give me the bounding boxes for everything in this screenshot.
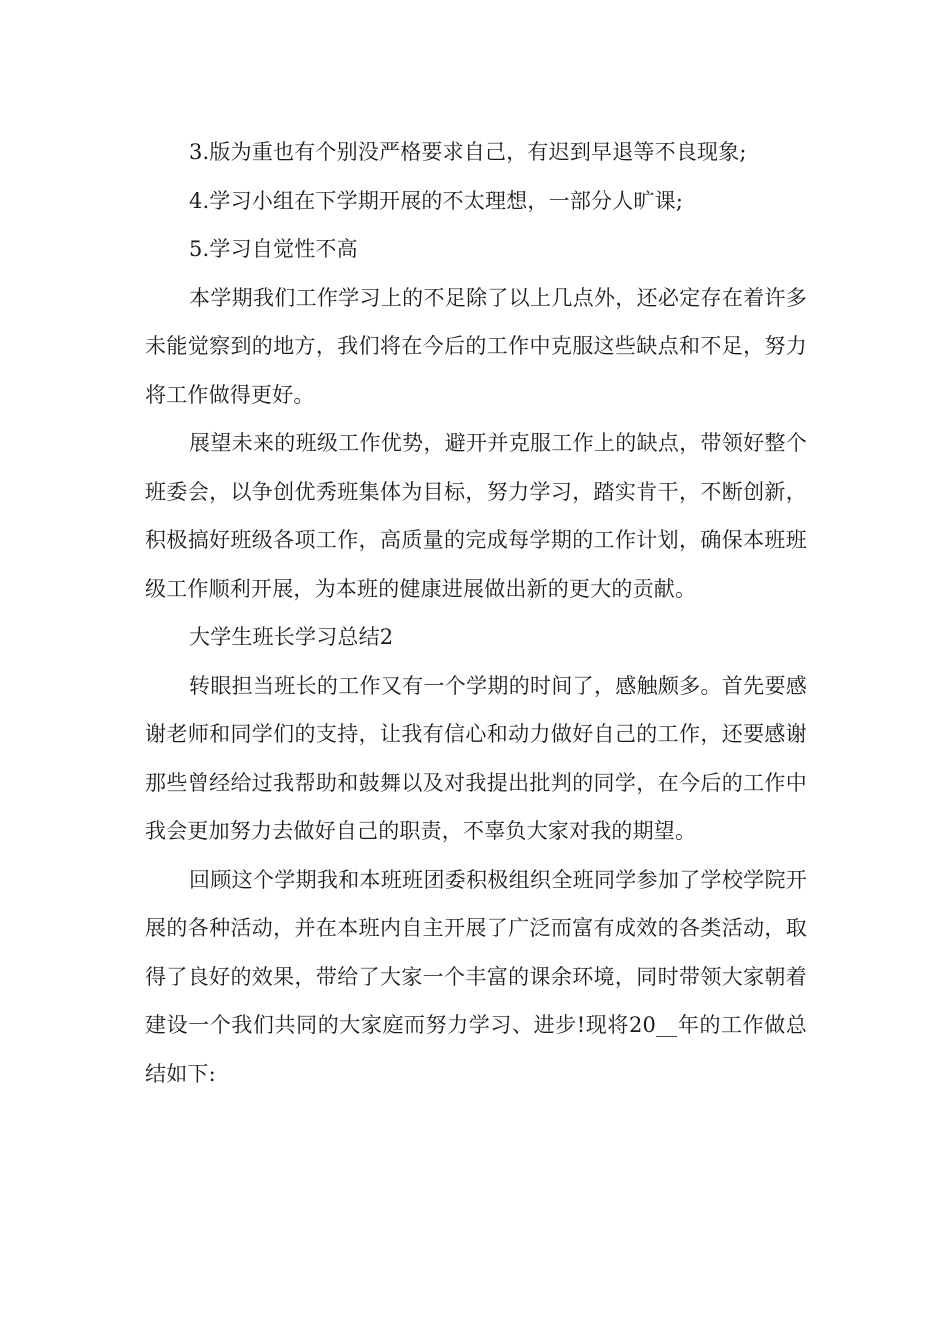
section-heading: 大学生班长学习总结2 bbox=[189, 625, 394, 649]
document-body bbox=[145, 128, 807, 1098]
paragraph-outlook: 展望未来的班级工作优势，避开并克服工作上的缺点，带领好整个班委会，以争创优秀班集体为目标，努力学习，踏实肯干，不断创新，积极搞好班级各项工作，高质量的完成每学期的工作计划，确保本班班级工作顺利开展，为本班的健康进展做出新的更大的贡献。 bbox=[145, 431, 807, 601]
paragraph-review: 回顾这个学期我和本班班团委积极组织全班同学参加了学校学院开展的各种活动，并在本班内自主开展了广泛而富有成效的各类活动，取得了良好的效果，带给了大家一个丰富的课余环境，同时带领大家朝着建设一个我们共同的大家庭而努力学习、进步!现将20__年的工作做总结如下: bbox=[145, 867, 807, 1086]
list-item-3: 3.版为重也有个别没严格要求自己，有迟到早退等不良现象; bbox=[189, 140, 747, 164]
paragraph-shortcomings: 本学期我们工作学习上的不足除了以上几点外，还必定存在着许多未能觉察到的地方，我们将在今后的工作中克服这些缺点和不足，努力将工作做得更好。 bbox=[145, 285, 807, 407]
paragraph-intro: 转眼担当班长的工作又有一个学期的时间了，感触颇多。首先要感谢老师和同学们的支持，让我有信心和动力做好自己的工作，还要感谢那些曾经给过我帮助和鼓舞以及对我提出批判的同学，在今后的工作中我会更加努力去做好自己的职责，不辜负大家对我的期望。 bbox=[145, 673, 807, 843]
list-item-5: 5.学习自觉性不高 bbox=[189, 237, 358, 261]
list-item-4: 4.学习小组在下学期开展的不太理想，一部分人旷课; bbox=[189, 188, 684, 213]
